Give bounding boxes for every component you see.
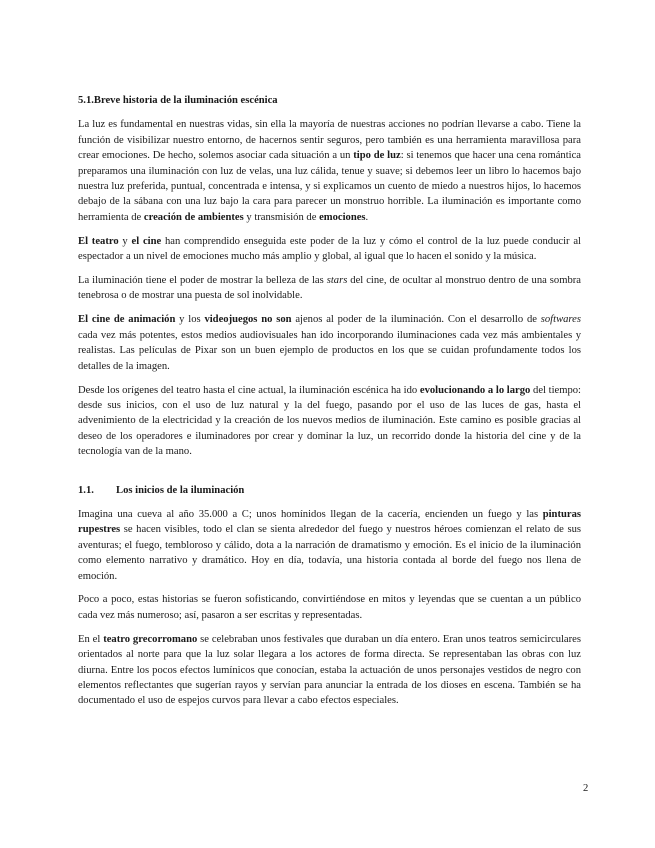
body-paragraph <box>78 632 581 709</box>
text-run: En el <box>78 633 104 645</box>
text-run: Desde los orígenes del teatro hasta el cine actual, la iluminación escénica ha ido <box>78 384 420 396</box>
bold-text: teatro grecorromano <box>103 633 198 645</box>
subsection <box>78 483 581 709</box>
section-body <box>78 117 581 459</box>
text-run: y <box>118 235 132 247</box>
text-run: y transmisión de <box>243 211 320 223</box>
bold-text: el cine <box>131 235 162 247</box>
body-paragraph <box>78 273 581 304</box>
bold-text: pinturas rupestres <box>78 508 581 536</box>
text-run: La iluminación tiene el poder de mostrar la belleza de las <box>78 275 327 287</box>
text-run: Imagina una cueva al año 35.000 a C; unos homínidos llegan de la cacería, encienden un fuego y las <box>78 508 543 520</box>
body-paragraph <box>78 312 581 374</box>
text-run: del tiempo: desde sus inicios, con el uso de luz natural y la del fuego, pasando por el uso de las luces de gas, hasta el advenimiento de la electricidad y la creación de los nuevos medios de iluminación. Este camino es posible gracias al deseo de los operadores e iluminadores por crear y dominar la luz, un recorrido donde la historia del cine y de la tecnología van de la mano. <box>78 384 582 458</box>
bold-text: evolucionando a lo largo <box>419 384 531 396</box>
italic-text: stars <box>326 275 348 287</box>
text-run: han comprendido enseguida este poder de la luz y cómo el control de la luz puede conducir al espectador a un nivel de emociones mucho más amplio y global, al igual que lo hacen el sonido y la música. <box>78 235 581 263</box>
bold-text: cine de animación <box>91 314 176 326</box>
subsection-body <box>78 507 581 709</box>
page-content <box>78 93 581 717</box>
body-paragraph <box>78 507 581 584</box>
section-heading: 5.1.Breve historia de la iluminación escénica <box>78 95 278 106</box>
text-run: . <box>365 211 369 223</box>
italic-text: softwares <box>540 314 581 326</box>
subsection-title: Los inicios de la iluminación <box>116 484 245 496</box>
bold-text: El <box>78 314 92 326</box>
body-paragraph <box>78 592 581 623</box>
text-run: se celebraban unos festivales que duraban un día entero. Eran unos teatros semicirculares orientados al norte para que la luz solar llegara a los actores de forma directa. Se representaban las obras con luz diurna. Entre los pocos efectos lumínicos que conocían, estaba la actuación de unos personajes vestidos de negro con elementos reflectantes que sugerían rayos y servían para anunciar la entrada de los dioses en escena. También se ha documentado el uso de espejos curvos para llevar a cabo efectos especiales. <box>78 633 581 707</box>
text-run: La luz es fundamental en nuestras vidas, sin ella la mayoría de nuestras acciones no podrían llevarse a cabo. Tiene la función de visibilizar nuestro entorno, de hacernos sentir seguros, pero también es una herramienta maravillosa para crear emociones. De hecho, solemos asociar cada situación a un <box>78 119 581 162</box>
text-run: : si tenemos que hacer una cena romántica preparamos una iluminación con luz de velas, una luz cálida, tenue y suave; si debemos leer un libro lo hacemos bajo nuestra luz preferida, puntual, concentrada e intensa, y si explicamos un cuento de miedo a nuestros hijos, lo hacemos debajo de la sábana con una luz bajo la cara para parecer un monstruo horrible. La iluminación es importante como herramienta de <box>78 150 581 223</box>
text-run: cada vez más potentes, estos medios audiovisuales han ido incorporando iluminaciones cada vez más ambientales y realistas. Las películas de Pixar son un buen ejemplo de productos en los que se cuidan profundamente todos los detalles de la imagen. <box>78 329 581 372</box>
body-paragraph <box>78 117 581 225</box>
body-paragraph <box>78 234 581 265</box>
text-run: se hacen visibles, todo el clan se sienta alrededor del fuego y nuestros héroes comienzan el relato de sus aventuras; el fuego, tembloroso y cálido, dota a la narración de dramatismo y emoción. Es el inicio de la iluminación como elemento narrativo y dramático. Hoy en día, todavía, una historia contada al borde del fuego nos llena de emoción. <box>78 524 581 582</box>
bold-text: creación de ambientes <box>143 211 244 223</box>
bold-text: videojuegos no son <box>204 314 292 326</box>
body-paragraph <box>78 383 581 460</box>
bold-text: tipo de luz <box>353 150 401 162</box>
subsection-heading <box>78 483 581 498</box>
bold-text: El teatro <box>78 235 119 247</box>
text-run: y los <box>175 314 205 326</box>
text-run: ajenos al poder de la iluminación. Con el desarrollo de <box>291 314 541 326</box>
page-number: 2 <box>583 783 589 794</box>
bold-text: emociones <box>319 211 366 223</box>
text-run: del cine, de ocultar al monstruo dentro de una sombra tenebrosa o de mostrar una puesta de sol inolvidable. <box>78 275 581 302</box>
text-run: Poco a poco, estas historias se fueron sofisticando, convirtiéndose en mitos y leyendas que se cuentan a un público cada vez más numeroso; así, pasaron a ser escritas y representadas. <box>78 594 581 621</box>
subsection-number: 1.1. <box>78 484 94 496</box>
